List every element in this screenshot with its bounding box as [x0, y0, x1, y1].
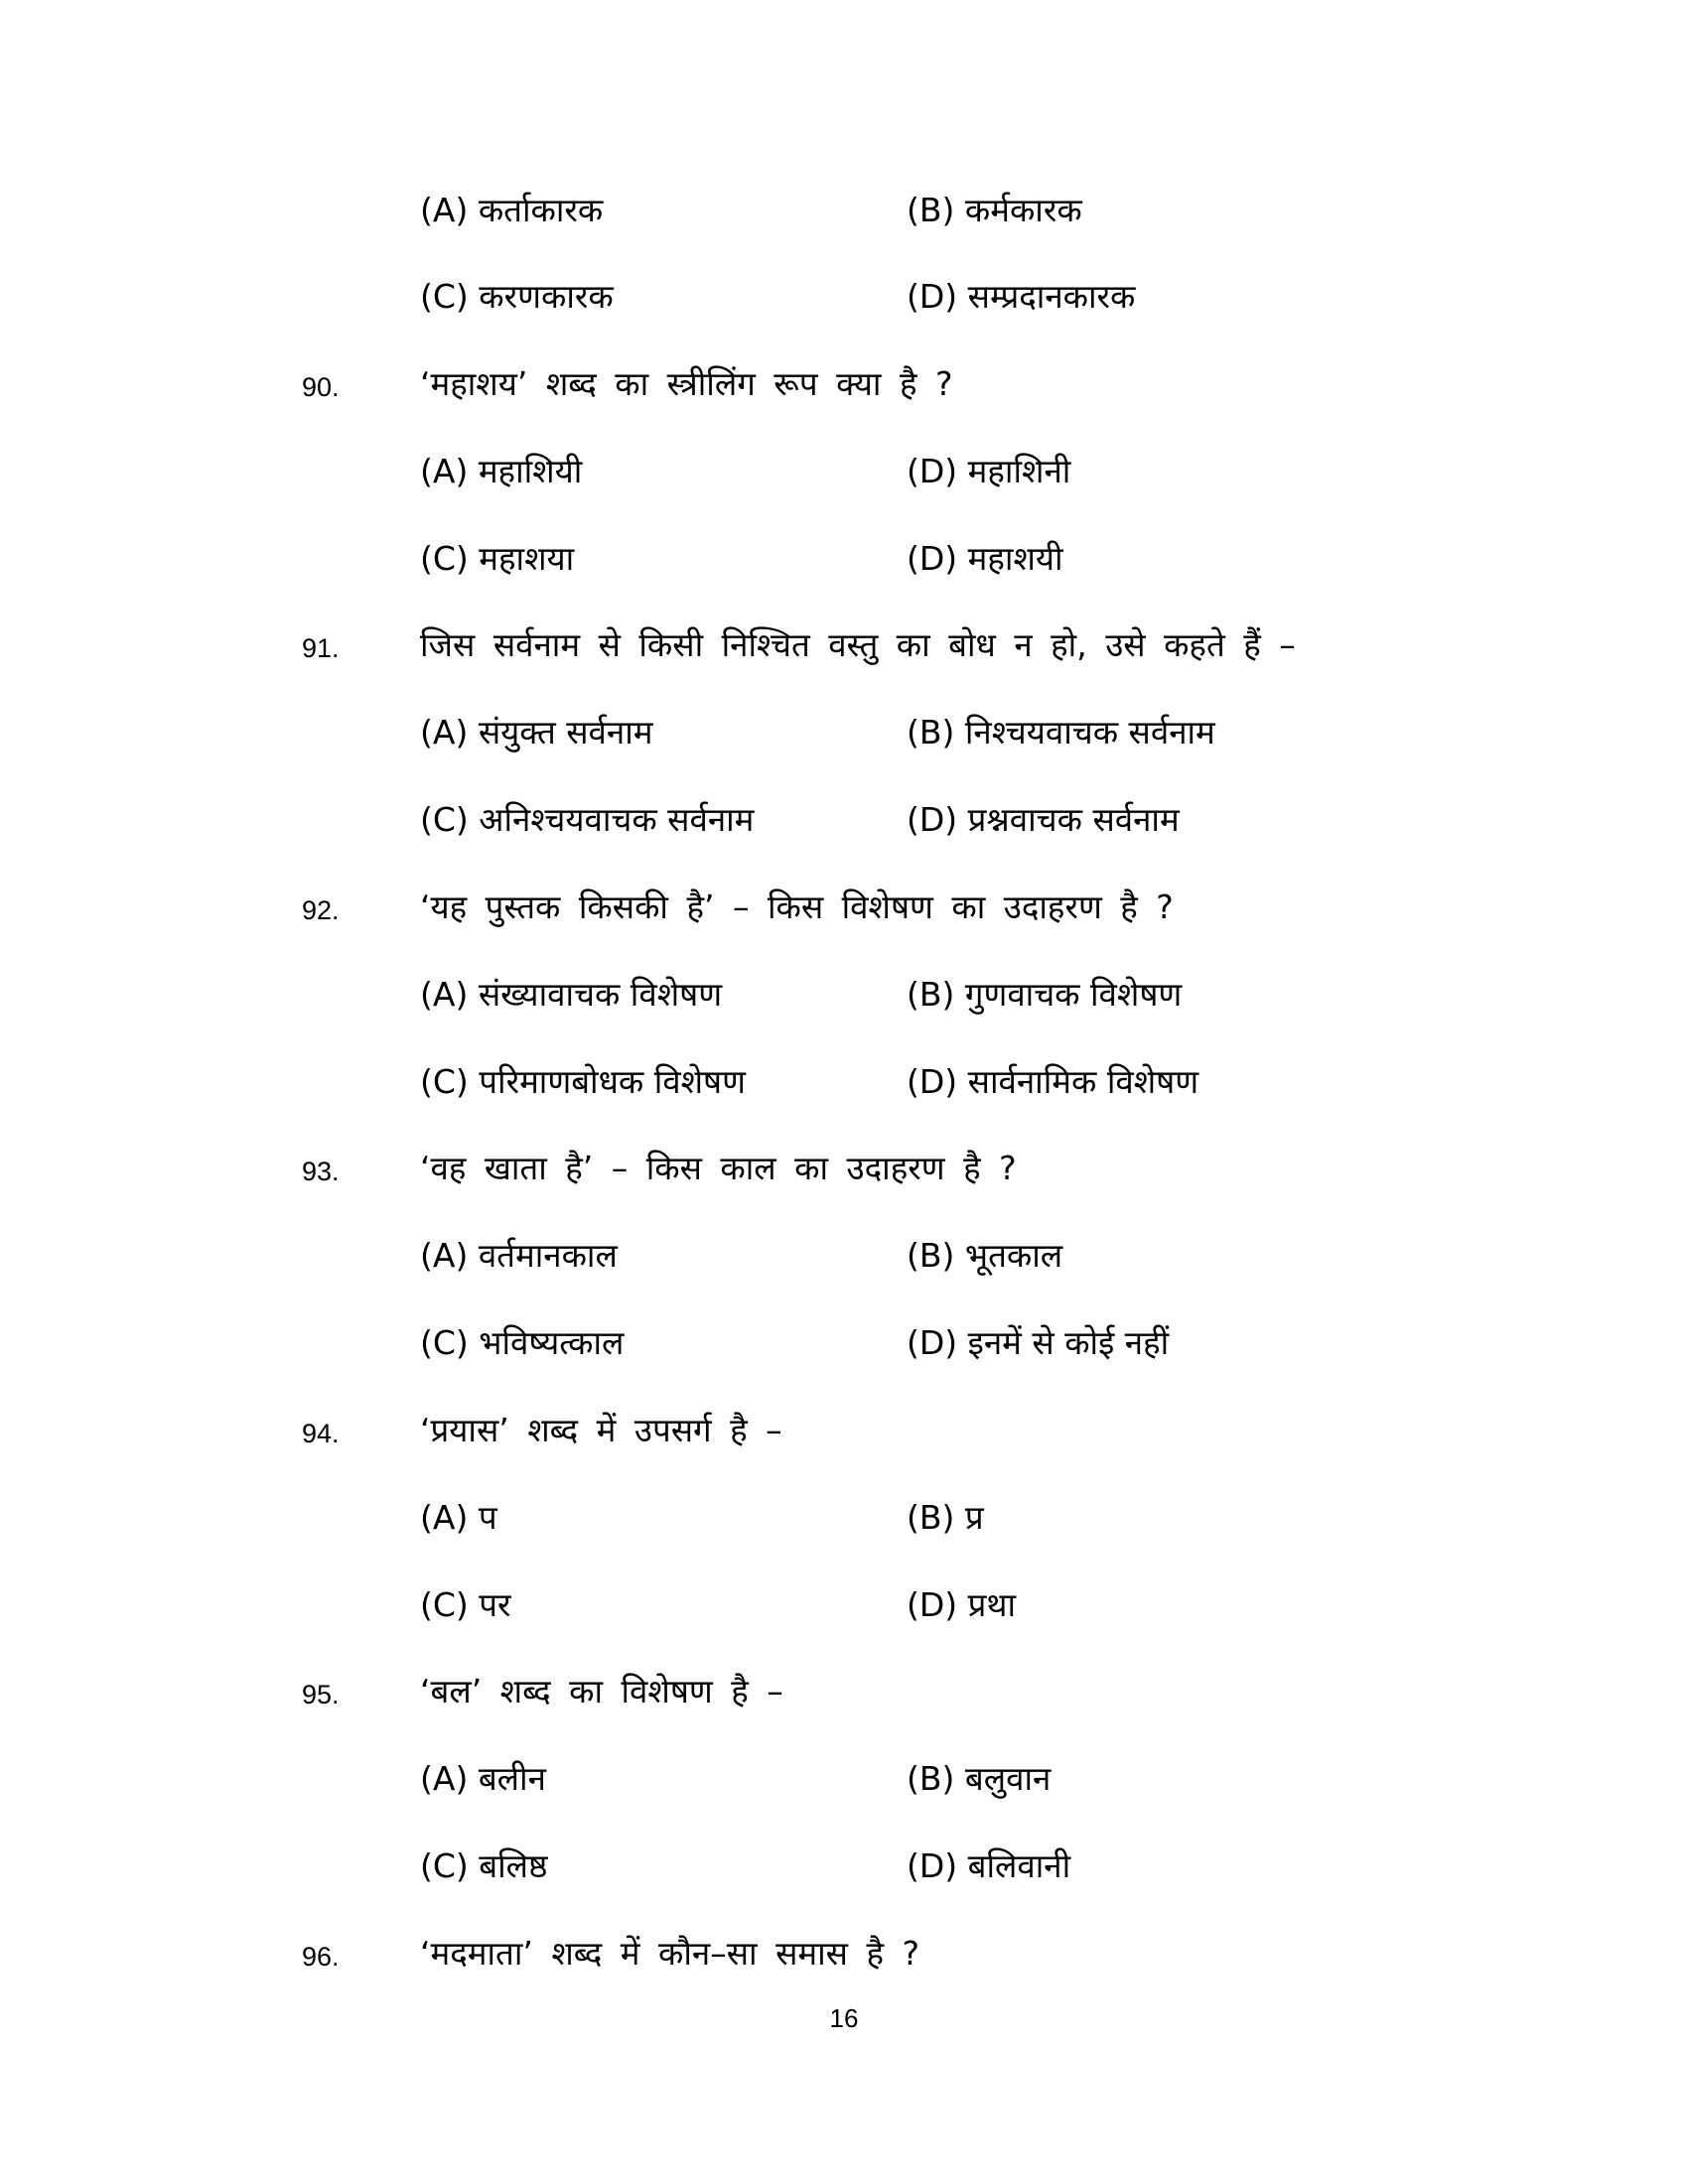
option-c: (C) पर [420, 1585, 511, 1624]
option-row [0, 1230, 1688, 1290]
question-text: ‘महाशय’ शब्द का स्त्रीलिंग रूप क्या है ? [420, 364, 953, 403]
option-c: (C) करणकारक [420, 277, 614, 316]
question-row [0, 1405, 1688, 1464]
option-d: (D) सम्प्रदानकारक [907, 277, 1136, 316]
option-a: (A) प [420, 1498, 497, 1537]
question-number: 94. [302, 1419, 340, 1448]
page-number: 16 [829, 2003, 859, 2033]
option-row [0, 1579, 1688, 1639]
option-a: (A) संयुक्त सर्वनाम [420, 713, 653, 751]
option-c: (C) महाशया [420, 539, 575, 578]
option-row [0, 1317, 1688, 1377]
option-row [0, 794, 1688, 854]
question-row [0, 1666, 1688, 1725]
option-d: (D) प्रथा [907, 1585, 1017, 1624]
option-a: (A) वर्तमानकाल [420, 1236, 618, 1275]
option-row [0, 185, 1688, 244]
option-a: (A) महाशियी [420, 452, 583, 490]
option-d: (D) सार्वनामिक विशेषण [907, 1062, 1199, 1101]
option-row [0, 707, 1688, 766]
option-row [0, 271, 1688, 331]
question-text: ‘मदमाता’ शब्द में कौन–सा समास है ? [420, 1934, 919, 1973]
question-text: ‘बल’ शब्द का विशेषण है – [420, 1672, 783, 1710]
option-c: (C) भविष्यत्काल [420, 1323, 625, 1362]
option-row [0, 446, 1688, 505]
option-b: (B) गुणवाचक विशेषण [907, 975, 1183, 1014]
option-a: (A) संख्यावाचक विशेषण [420, 975, 723, 1014]
option-d: (D) इनमें से कोई नहीं [907, 1323, 1170, 1362]
question-row [0, 619, 1688, 679]
option-row [0, 1841, 1688, 1900]
question-text: जिस सर्वनाम से किसी निश्चित वस्तु का बोध न हो, उसे कहते हैं – [420, 625, 1296, 664]
option-b: (B) निश्चयवाचक सर्वनाम [907, 713, 1215, 751]
question-row [0, 882, 1688, 941]
option-row [0, 533, 1688, 593]
option-b: (B) प्र [907, 1498, 984, 1537]
option-c: (C) परिमाणबोधक विशेषण [420, 1062, 746, 1101]
option-c: (C) अनिश्चयवाचक सर्वनाम [420, 800, 755, 839]
option-row [0, 1492, 1688, 1552]
option-b: (B) बलुवान [907, 1759, 1052, 1798]
option-b: (D) महाशिनी [907, 452, 1071, 490]
question-text: ‘प्रयास’ शब्द में उपसर्ग है – [420, 1411, 782, 1449]
question-row [0, 1928, 1688, 1987]
question-number: 91. [302, 633, 340, 663]
option-row [0, 969, 1688, 1028]
option-c: (C) बलिष्ठ [420, 1846, 548, 1885]
question-number: 93. [302, 1157, 340, 1186]
option-row [0, 1056, 1688, 1116]
option-b: (B) कर्मकारक [907, 191, 1082, 229]
question-number: 92. [302, 895, 340, 925]
question-number: 96. [302, 1942, 340, 1972]
option-d: (D) बलिवानी [907, 1846, 1071, 1885]
question-row [0, 1143, 1688, 1202]
option-d: (D) महाशयी [907, 539, 1063, 578]
option-d: (D) प्रश्नवाचक सर्वनाम [907, 800, 1180, 839]
question-text: ‘यह पुस्तक किसकी है’ – किस विशेषण का उदाहरण है ? [420, 887, 1174, 926]
option-b: (B) भूतकाल [907, 1236, 1063, 1275]
question-row [0, 358, 1688, 418]
question-number: 90. [302, 372, 340, 402]
option-row [0, 1753, 1688, 1813]
question-number: 95. [302, 1680, 340, 1709]
question-text: ‘वह खाता है’ – किस काल का उदाहरण है ? [420, 1149, 1017, 1187]
option-a: (A) बलीन [420, 1759, 546, 1798]
option-a: (A) कर्ताकारक [420, 191, 604, 229]
